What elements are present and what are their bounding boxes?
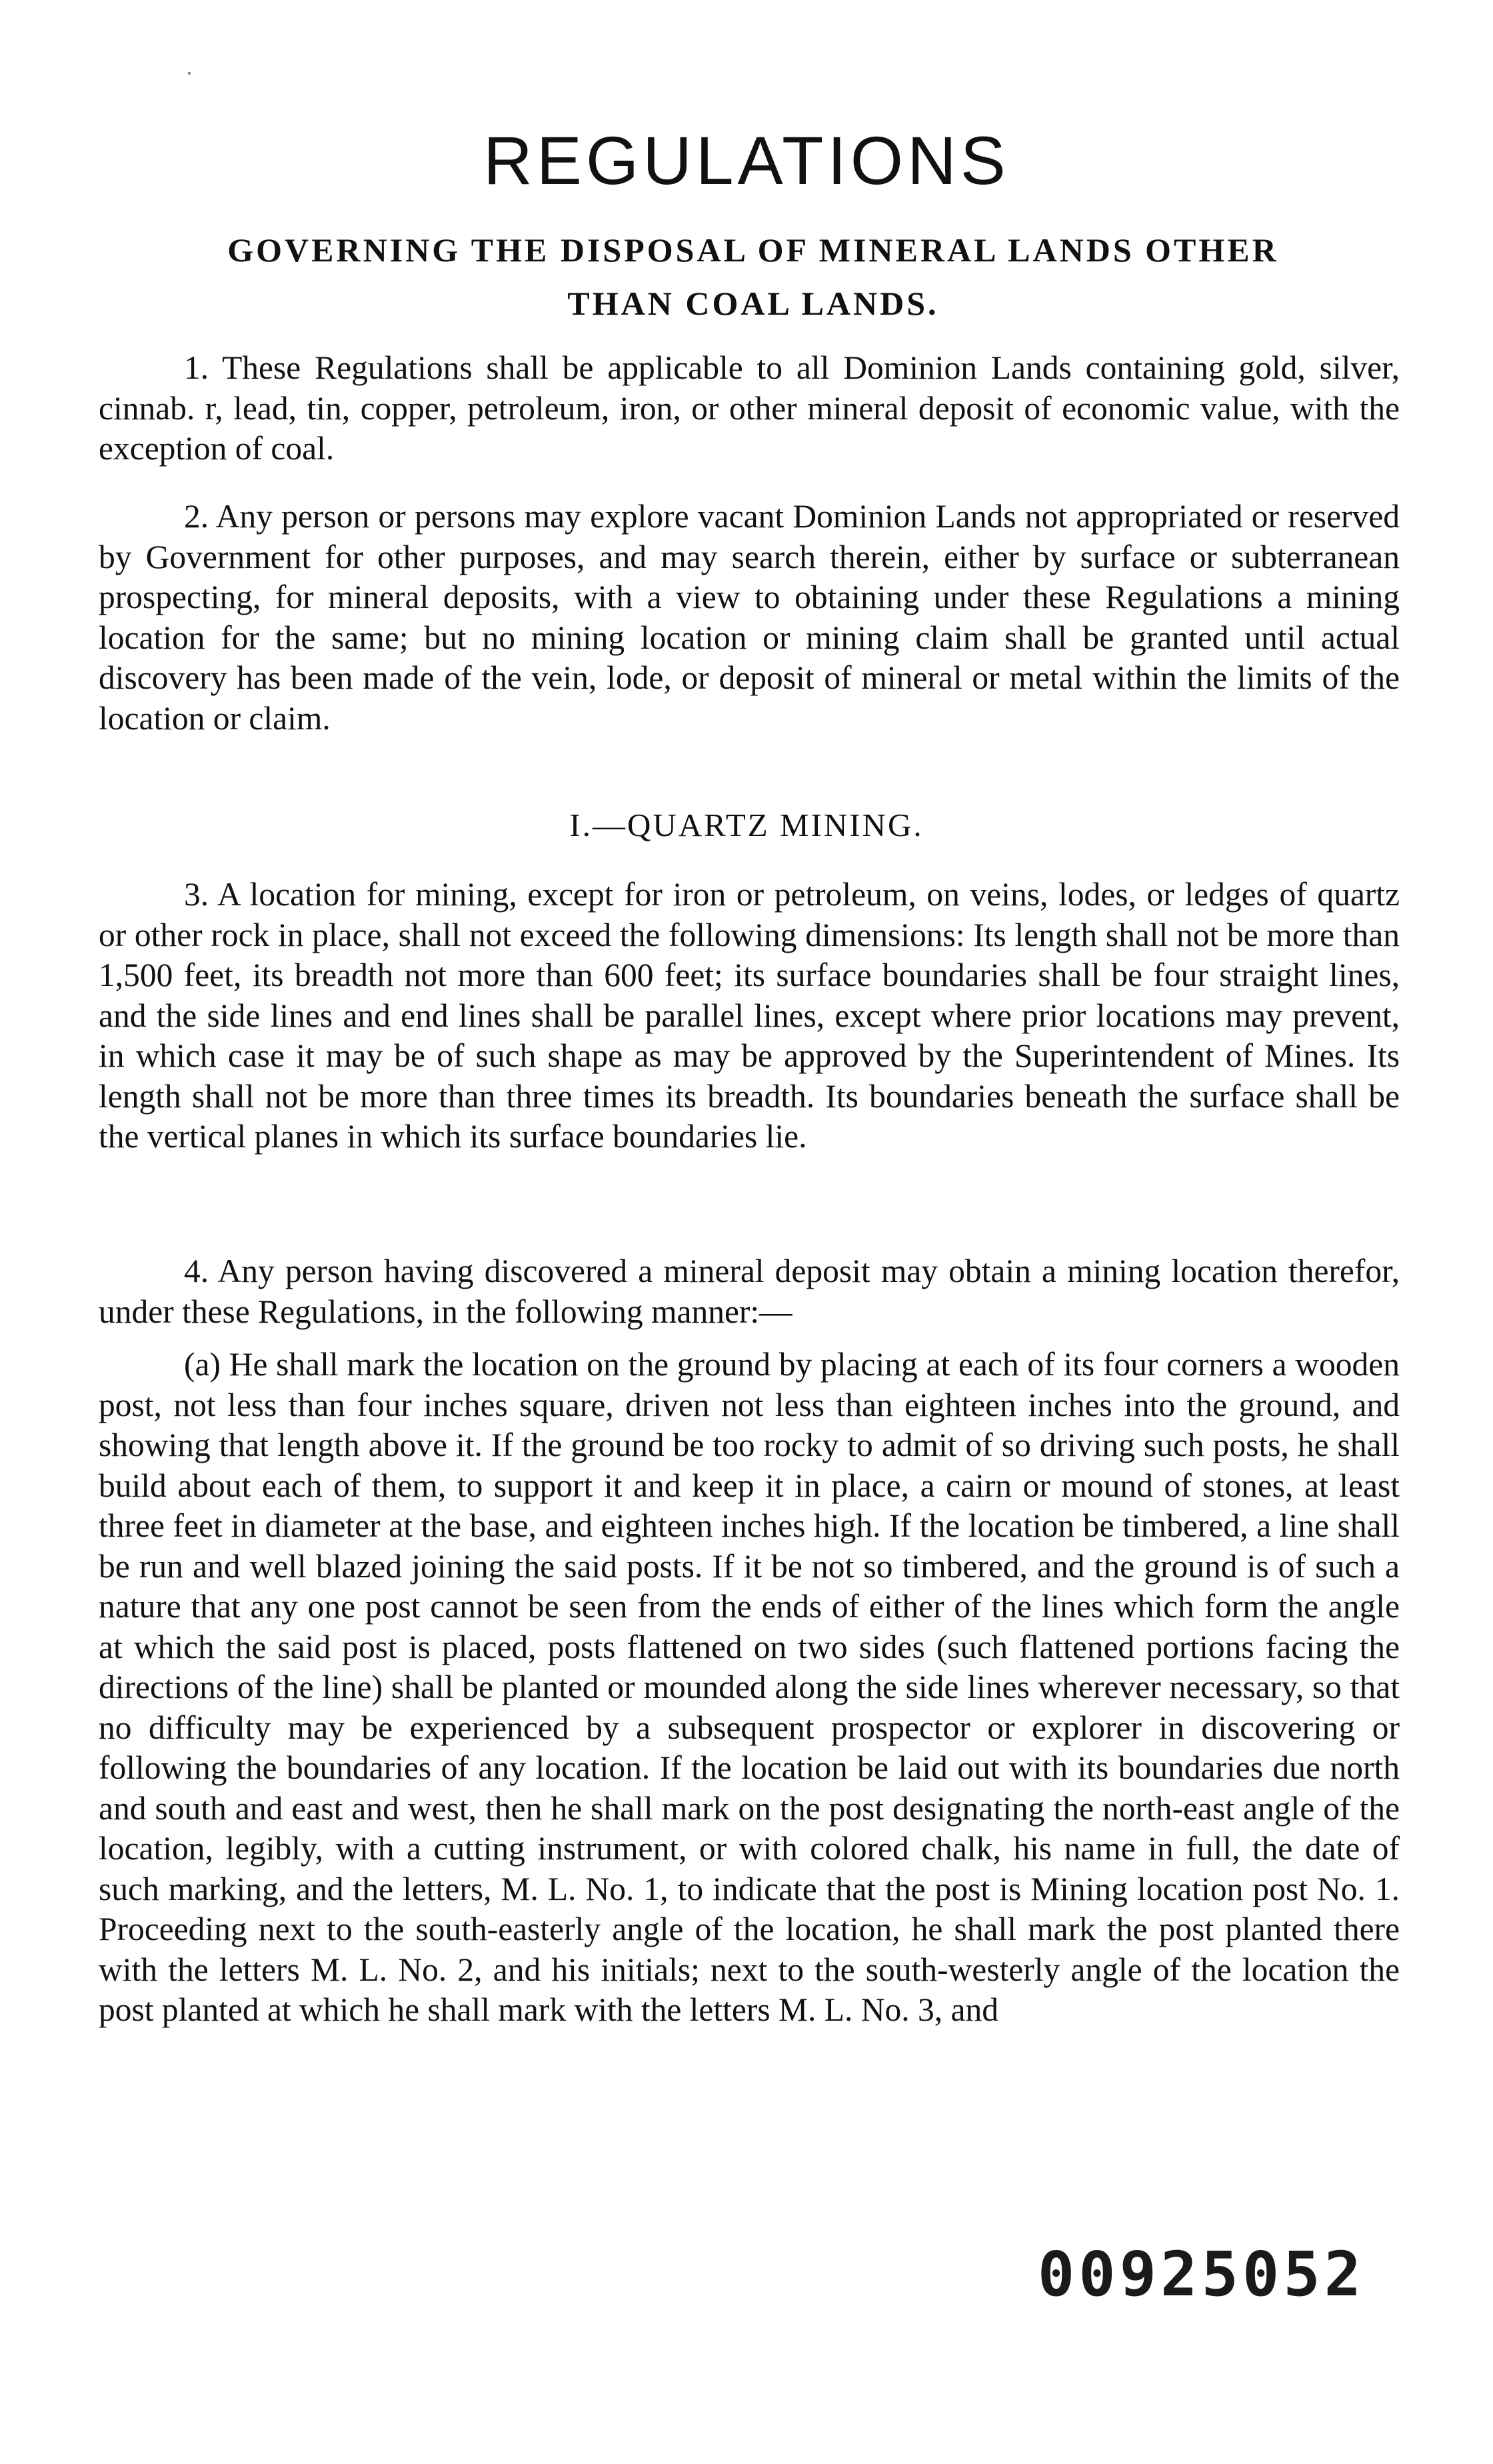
- paragraph-2: 2. Any person or persons may explore vacant Dominion Lands not appropriated or reserved by Government for other purposes, and may search therein, either by surface or subterranean prospecting, for mineral deposits, with a view to obtaining under these Regulations a mining location for the same; but no mining location or mining claim shall be granted until actual discovery has been made of the vein, lode, or deposit of mineral or metal within the limits of the location or claim.: [99, 498, 1400, 737]
- paragraph-1: 1. These Regulations shall be applicable to all Dominion Lands containing gold, silver, cinnab. r, lead, tin, copper, petroleum, iron, or other mineral deposit of economic value, with the exception of coal.: [99, 349, 1400, 467]
- document-subtitle-line1: GOVERNING THE DISPOSAL OF MINERAL LANDS OTHER: [227, 231, 1279, 269]
- paper-speck: [188, 72, 191, 75]
- document-subtitle-line2: THAN COAL LANDS.: [567, 285, 939, 322]
- paragraph-3: 3. A location for mining, except for iron or petroleum, on veins, lodes, or ledges of quartz or other rock in place, shall not exceed the following dimensions: Its length shall not be more than 1,500 feet, its breadth not more than 600 feet; its surface boundaries shall be four straight lines, and the side lines and end lines shall be parallel lines, except where prior locations may prevent, in which case it may be of such shape as may be approved by the Superintendent of Mines. Its length shall not be more than three times its breadth. Its boundaries beneath the surface shall be the vertical planes in which its surface boundaries lie.: [99, 876, 1400, 1155]
- paragraph-4a: (a) He shall mark the location on the ground by placing at each of its four corners a wooden post, not less than four inches square, driven not less than eighteen inches into the ground, and showing that length above it. If the ground be too rocky to admit of so driving such posts, he shall build about each of them, to support it and keep it in place, a cairn or mound of stones, at least three feet in diameter at the base, and eighteen inches high. If the location be timbered, a line shall be run and well blazed joining the said posts. If it be not so timbered, and the ground is of such a nature that any one post cannot be seen from the ends of either of the lines which form the angle at which the said post is placed, posts flattened on two sides (such flattened portions facing the directions of the line) shall be planted or mounded along the side lines wherever necessary, so that no difficulty may be experienced by a subsequent prospector or explorer in discovering or following the boundaries of any location. If the location be laid out with its boundaries due north and south and east and west, then he shall mark on the post designating the north-east angle of the location, legibly, with a cutting instrument, or with colored chalk, his name in full, the date of such marking, and the letters, M. L. No. 1, to indicate that the post is Mining location post No. 1. Proceeding next to the south-easterly angle of the location, he shall mark the post planted there with the letters M. L. No. 2, and his initials; next to the south-westerly angle of the location the post planted at which he shall mark with the letters M. L. No. 3, and: [99, 1346, 1400, 2028]
- section-heading-quartz-mining: I.—QUARTZ MINING.: [569, 807, 924, 843]
- stamp-number: 00925052: [1037, 2239, 1365, 2310]
- paragraph-4: 4. Any person having discovered a mineral deposit may obtain a mining location therefor, under these Regulations, in the following manner:—: [99, 1253, 1400, 1330]
- document-title: REGULATIONS: [483, 123, 1010, 199]
